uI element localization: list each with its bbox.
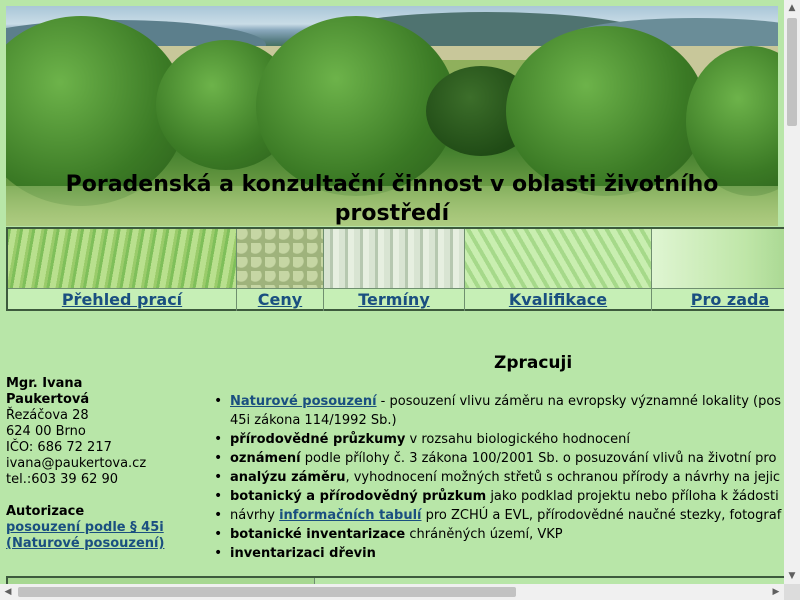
list-item bbox=[212, 506, 784, 525]
contact-phone: tel.:603 39 62 90 bbox=[6, 472, 119, 487]
banner-title: Poradenská a konzultační činnost v oblasti životního prostředí bbox=[65, 172, 719, 226]
scroll-right-arrow-icon[interactable]: ▶ bbox=[772, 587, 780, 597]
nav-item-kvalifikace[interactable] bbox=[465, 229, 652, 311]
vertical-scroll-thumb[interactable] bbox=[787, 18, 797, 126]
authorization-label: Autorizace bbox=[6, 504, 85, 519]
list-item-bold: botanický a přírodovědný průzkum bbox=[230, 489, 487, 504]
header-banner-image bbox=[6, 6, 778, 226]
scroll-left-arrow-icon[interactable]: ◀ bbox=[4, 587, 12, 597]
contact-street: Řezáčova 28 bbox=[6, 408, 89, 423]
authorization-link-line2: (Naturové posouzení) bbox=[6, 536, 165, 551]
list-item-text: pro ZCHÚ a EVL, přírodovědné naučné stezky, fotograf bbox=[421, 508, 782, 523]
contact-ico: IČO: 686 72 217 bbox=[6, 440, 112, 455]
nav-bark-image bbox=[324, 229, 464, 289]
list-item-text: podle přílohy č. 3 zákona 100/2001 Sb. o posuzování vlivů na životní pro bbox=[300, 451, 777, 466]
list-item-bold: oznámení bbox=[230, 451, 301, 466]
nav-item-ceny[interactable] bbox=[237, 229, 324, 311]
list-item-text: , vyhodnocení možných střetů s ochranou přírody a návrhy na jejic bbox=[345, 470, 781, 485]
nav-item-terminy[interactable] bbox=[324, 229, 465, 311]
list-item bbox=[212, 544, 784, 563]
horizontal-scrollbar[interactable] bbox=[0, 584, 784, 600]
services-list bbox=[212, 392, 784, 563]
list-item-bold: botanické inventarizace bbox=[230, 527, 406, 542]
contact-sidebar bbox=[6, 376, 206, 552]
list-item bbox=[212, 468, 784, 487]
contact-email: ivana@paukertova.cz bbox=[6, 456, 147, 471]
list-item-text: 45i zákona 114/1992 Sb.) bbox=[230, 413, 397, 428]
contact-name-line1: Mgr. Ivana bbox=[6, 376, 83, 391]
list-item bbox=[212, 525, 784, 544]
scrollbar-corner bbox=[784, 584, 800, 600]
nav-item-prehled[interactable] bbox=[8, 229, 237, 311]
list-item bbox=[212, 392, 784, 411]
list-item-bold: přírodovědné průzkumy bbox=[230, 432, 406, 447]
list-item-bold: analýzu záměru bbox=[230, 470, 346, 485]
list-item-bold: inventarizaci dřevin bbox=[230, 546, 376, 561]
nav-link-pro-zadavatele[interactable]: Pro zada bbox=[690, 290, 770, 309]
contact-city: 624 00 Brno bbox=[6, 424, 86, 439]
list-item-text: chráněných území, VKP bbox=[405, 527, 563, 542]
list-item-text: - posouzení vlivu záměru na evropsky významné lokality (pos bbox=[376, 394, 782, 409]
informacnich-tabuli-link[interactable]: informačních tabulí bbox=[279, 508, 422, 523]
authorization-link[interactable] bbox=[6, 520, 164, 551]
list-item-text: v rozsahu biologického hodnocení bbox=[405, 432, 630, 447]
nav-link-terminy[interactable]: Termíny bbox=[358, 290, 430, 309]
list-item-text: návrhy bbox=[230, 508, 280, 523]
vertical-scrollbar[interactable] bbox=[784, 0, 800, 584]
authorization-link-line1: posouzení podle § 45i bbox=[6, 520, 164, 535]
nav-link-prehled[interactable]: Přehled prací bbox=[61, 290, 183, 309]
horizontal-scroll-thumb[interactable] bbox=[18, 587, 516, 597]
list-item-continuation bbox=[212, 411, 784, 430]
bottom-table bbox=[6, 576, 784, 584]
services-heading: Zpracuji bbox=[494, 353, 573, 373]
list-item bbox=[212, 487, 784, 506]
contact-name-line2: Paukertová bbox=[6, 392, 90, 407]
list-item bbox=[212, 430, 784, 449]
nav-fern-image bbox=[465, 229, 651, 289]
list-item bbox=[212, 449, 784, 468]
naturove-posouzeni-link[interactable]: Naturové posouzení bbox=[230, 394, 377, 409]
nav-link-ceny[interactable]: Ceny bbox=[257, 290, 303, 309]
scroll-up-arrow-icon[interactable]: ▲ bbox=[788, 3, 796, 13]
main-navigation bbox=[6, 227, 784, 311]
nav-plant-image bbox=[652, 229, 784, 289]
scroll-down-arrow-icon[interactable]: ▼ bbox=[788, 571, 796, 581]
nav-moss-image bbox=[237, 229, 323, 289]
nav-grass-image bbox=[8, 229, 236, 289]
nav-link-kvalifikace[interactable]: Kvalifikace bbox=[508, 290, 608, 309]
nav-item-pro-zadavatele[interactable] bbox=[652, 229, 784, 311]
list-item-text: jako podklad projektu nebo příloha k žádosti bbox=[486, 489, 779, 504]
